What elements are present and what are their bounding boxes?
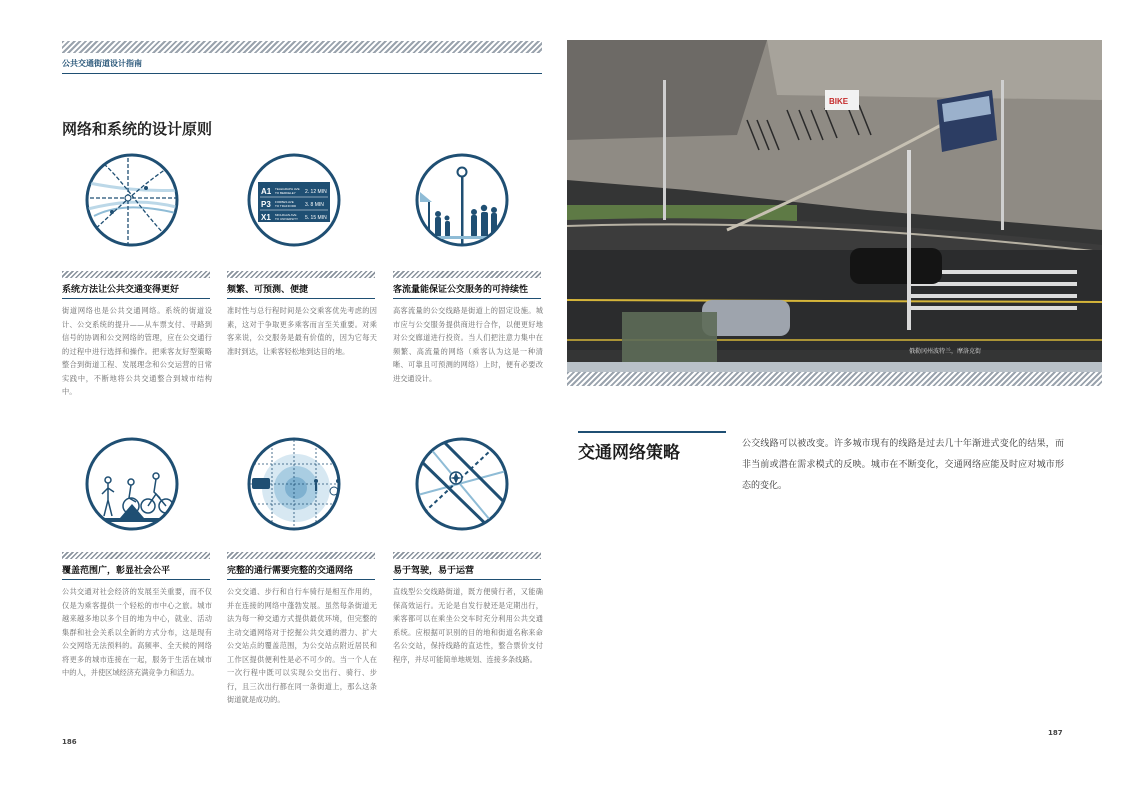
sign-time-2: 3. 8 MIN [305, 202, 324, 208]
photo-caption: 俄勒冈州波特兰，摩洛克街 [909, 348, 982, 355]
header-rule [62, 73, 542, 74]
col4-rule [62, 579, 210, 580]
col5-hatch [227, 552, 375, 559]
bike-sign-text: BIKE [829, 97, 849, 106]
coverage-grid-icon [246, 436, 342, 532]
accessibility-icon [84, 436, 180, 532]
col2-rule [227, 298, 375, 299]
col1-text: 街道网络也是公共交通网络。系统的街道设计、公交系统的提升——从车票支付、寻路到信号的协调和公交网络的管理，应在公交通行的过程中进行选择和操作。把乘客友好型策略整合到街道工程、发展理念和公交运营的日常实践中，不断地将公共交通整合到城市结构中。 [62, 306, 212, 396]
col3-text: 高客流量的公交线路是街道上的固定设施。城市应与公交服务提供商进行合作，以便更好地对公交廊道进行投资。当人们把注意力集中在频繁、高流量的网络（乘客认为这是一种清晰、可靠且可预测的网络）上时，便有必要改进交通设计。 [393, 306, 543, 383]
col4-hatch [62, 552, 210, 559]
strategy-rule [578, 431, 726, 433]
sign-time-1: 2. 12 MIN [305, 189, 327, 195]
col1-rule [62, 298, 210, 299]
intersection-icon [414, 436, 510, 532]
sign-time-3: 5. 15 MIN [305, 215, 327, 221]
sign-route-2a: FORBES AVE [275, 200, 294, 204]
col4-title: 覆盖范围广，彰显社会公平 [62, 566, 171, 576]
running-header: 公共交通街道设计指南 [62, 59, 142, 68]
left-page [0, 0, 560, 794]
network-map-icon [84, 152, 180, 248]
col6-hatch [393, 552, 541, 559]
col3-rule [393, 298, 541, 299]
sign-route-2b: TO TRAFFORD [275, 204, 297, 208]
sign-route-3b: TO UNIVERSITY [275, 217, 298, 221]
photo-hatch-band [567, 372, 1102, 386]
col5-title: 完整的通行需要完整的交通网络 [227, 566, 354, 576]
sign-code-2: P3 [261, 200, 271, 209]
col3-hatch [393, 271, 541, 278]
sign-route-1b: TO BERKELEY [275, 191, 296, 195]
header-hatch-bar [62, 41, 542, 53]
col2-title: 频繁、可预测、便捷 [227, 285, 309, 295]
col2-text: 准时性与总行程时间是公交乘客优先考虑的因素，这对于争取更多乘客而言至关重要。对乘客来说，公交服务是最有价值的，因为它每天准时到达，让乘客轻松地到达目的地。 [227, 306, 377, 356]
strategy-title: 交通网络策略 [578, 443, 680, 463]
page-number-right: 187 [1048, 729, 1063, 737]
col4-text: 公共交通对社会经济的发展至关重要，而不仅仅是为乘客提供一个轻松的市中心之旅。城市越来越多地以多个目的地为中心，就业、活动集群和社会关系以全新的方式分布，这是现有公交网络无法预料的。高频率、全天候的网络将更多的城市连接在一起，服务于生活在城市中的人，并使区域经济充满竞争力和活力。 [62, 587, 212, 677]
col5-rule [227, 579, 375, 580]
col6-rule [393, 579, 541, 580]
sign-route-3a: MICHIGAN AVE [275, 213, 297, 217]
col3-title: 客流量能保证公交服务的可持续性 [393, 285, 529, 295]
bus-stop-riders-icon [414, 152, 510, 248]
col1-hatch [62, 271, 210, 278]
sign-code-1: A1 [261, 187, 272, 196]
section-title: 网络和系统的设计原则 [62, 120, 213, 138]
sign-code-3: X1 [261, 213, 271, 222]
col2-hatch [227, 271, 375, 278]
arrival-sign-icon [246, 152, 342, 248]
sign-route-1a: TELEGRAPH AVE [275, 187, 300, 191]
page-number-left: 186 [62, 738, 77, 746]
strategy-text: 公交线路可以被改变。许多城市现有的线路是过去几十年渐进式变化的结果，而非当前或潜在需求模式的反映。城市在不断变化，交通网络应能及时应对城市形态的变化。 [742, 439, 1064, 491]
col1-title: 系统方法让公共交通变得更好 [62, 285, 180, 295]
street-photo [567, 40, 1102, 373]
col6-title: 易于驾驶，易于运营 [393, 566, 475, 576]
col5-text: 公交交通、步行和自行车骑行是相互作用的，并在连接的网络中蓬勃发展。虽然每条街道无法为每一种交通方式提供最优环境，但完整的主动交通网络对于挖掘公共交通的潜力、扩大公交站点的覆盖范围，为公交站点附近居民和工作区提供便利性是必不可少的。当一个人在一次行程中既可以实现公交出行、骑行、步行，且三次出行都在同一条街道上，那么这条街道就是成功的。 [227, 587, 377, 704]
col6-text: 直线型公交线路街道，既方便骑行者，又能确保高效运行。无论是自发行驶还是定期出行，乘客都可以在乘坐公交车时充分利用公共交通系统。应根据可识别的目的地和街道名称来命名公交站，保持线路的直达性，整合票价支付程序，并尽可能简单地规划、连接多条线路。 [393, 587, 543, 664]
